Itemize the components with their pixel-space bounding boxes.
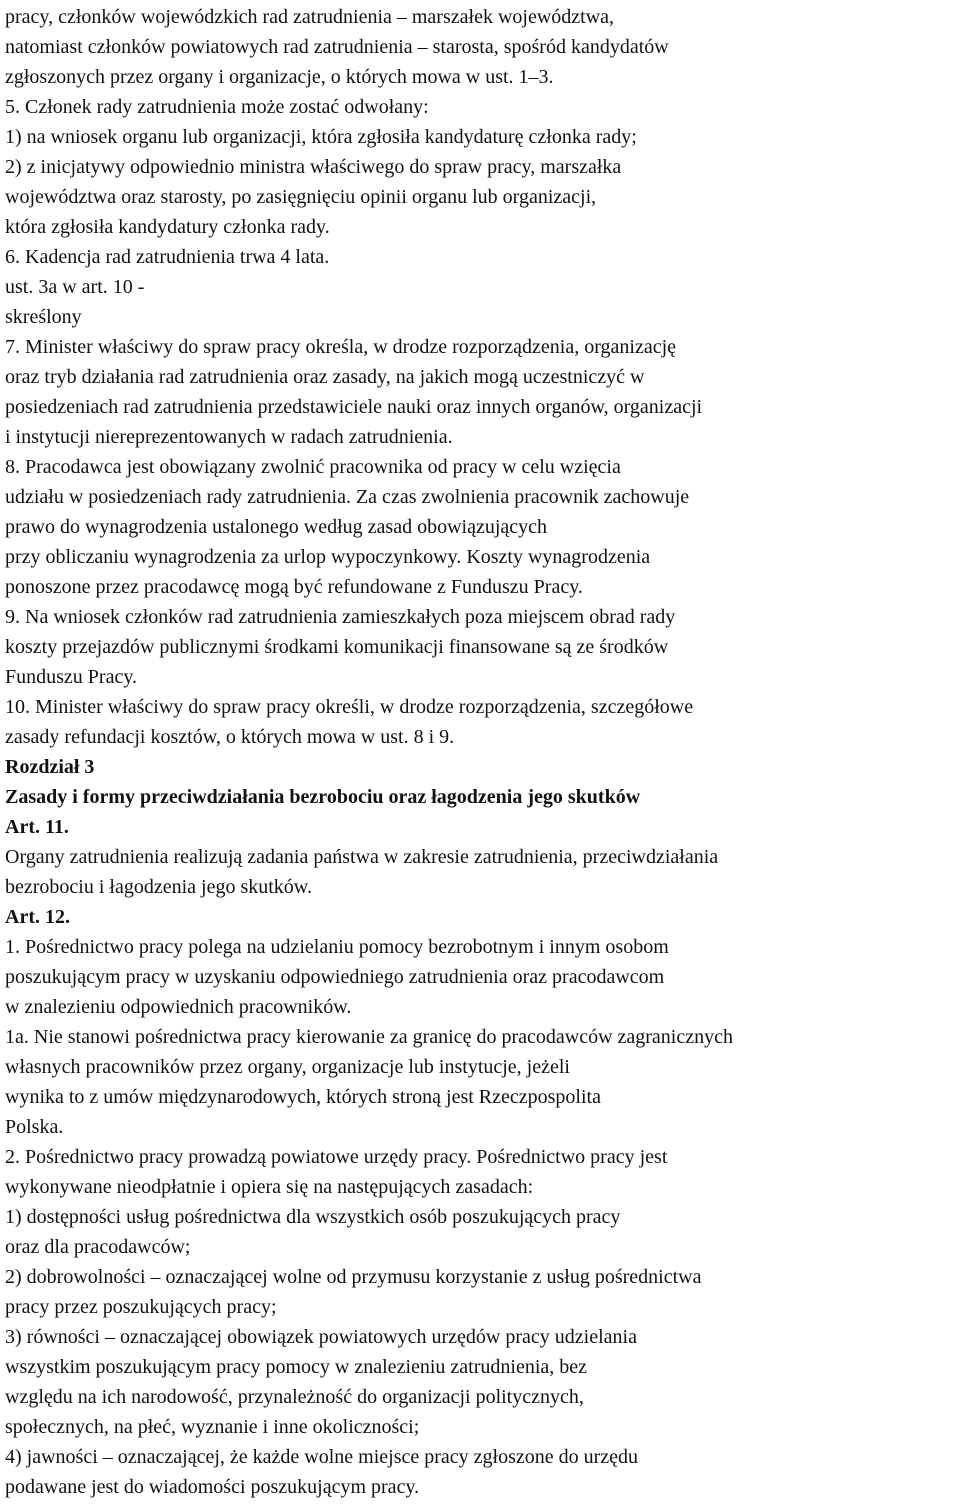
heading-line: Rozdział 3 [5, 756, 95, 778]
text-line: 4) jawności – oznaczającej, że każde wolne miejsce pracy zgłoszone do urzędu [5, 1446, 639, 1468]
text-line: bezrobociu i łagodzenia jego skutków. [5, 876, 312, 898]
text-line: Organy zatrudnienia realizują zadania państwa w zakresie zatrudnienia, przeciwdziałania [5, 846, 719, 868]
text-line: wynika to z umów międzynarodowych, których stroną jest Rzeczpospolita [5, 1086, 601, 1108]
text-line: pracy, członków wojewódzkich rad zatrudnienia – marszałek województwa, [5, 6, 615, 28]
text-line: skreślony [5, 306, 82, 328]
text-line: 3) równości – oznaczającej obowiązek powiatowych urzędów pracy udzielania [5, 1326, 637, 1348]
text-line: Polska. [5, 1116, 64, 1138]
text-line: 10. Minister właściwy do spraw pracy określi, w drodze rozporządzenia, szczegółowe [5, 696, 694, 718]
text-line: przy obliczaniu wynagrodzenia za urlop wypoczynkowy. Koszty wynagrodzenia [5, 546, 651, 568]
text-line: 8. Pracodawca jest obowiązany zwolnić pracownika od pracy w celu wzięcia [5, 456, 621, 478]
text-line: poszukującym pracy w uzyskaniu odpowiedniego zatrudnienia oraz pracodawcom [5, 966, 665, 988]
text-line: 5. Członek rady zatrudnienia może zostać odwołany: [5, 96, 429, 118]
text-line: wykonywane nieodpłatnie i opiera się na następujących zasadach: [5, 1176, 534, 1198]
text-line: względu na ich narodowość, przynależność do organizacji politycznych, [5, 1386, 584, 1408]
text-line: 2. Pośrednictwo pracy prowadzą powiatowe urzędy pracy. Pośrednictwo pracy jest [5, 1146, 668, 1168]
text-line: 2) dobrowolności – oznaczającej wolne od przymusu korzystanie z usług pośrednictwa [5, 1266, 702, 1288]
text-line: 2) z inicjatywy odpowiednio ministra właściwego do spraw pracy, marszałka [5, 156, 622, 178]
text-line: 1) na wniosek organu lub organizacji, która zgłosiła kandydaturę członka rady; [5, 126, 637, 148]
text-line: wszystkim poszukującym pracy pomocy w znalezieniu zatrudnienia, bez [5, 1356, 588, 1378]
text-line: oraz tryb działania rad zatrudnienia oraz zasady, na jakich mogą uczestniczyć w [5, 366, 645, 388]
text-line: 1. Pośrednictwo pracy polega na udzielaniu pomocy bezrobotnym i innym osobom [5, 936, 669, 958]
document-page [5, 2, 957, 1502]
text-line: zasady refundacji kosztów, o których mowa w ust. 8 i 9. [5, 726, 455, 748]
text-line: 1a. Nie stanowi pośrednictwa pracy kierowanie za granicę do pracodawców zagranicznych [5, 1026, 733, 1048]
text-line: prawo do wynagrodzenia ustalonego według zasad obowiązujących [5, 516, 548, 538]
text-line: oraz dla pracodawców; [5, 1236, 191, 1258]
heading-line: Art. 12. [5, 906, 70, 928]
text-line: podawane jest do wiadomości poszukującym pracy. [5, 1476, 420, 1498]
text-line: udziału w posiedzeniach rady zatrudnienia. Za czas zwolnienia pracownik zachowuje [5, 486, 690, 508]
text-line: pracy przez poszukujących pracy; [5, 1296, 277, 1318]
text-line: 7. Minister właściwy do spraw pracy określa, w drodze rozporządzenia, organizację [5, 336, 677, 358]
text-line: własnych pracowników przez organy, organizacje lub instytucje, jeżeli [5, 1056, 570, 1078]
text-line: województwa oraz starosty, po zasięgnięciu opinii organu lub organizacji, [5, 186, 597, 208]
text-line: koszty przejazdów publicznymi środkami komunikacji finansowane są ze środków [5, 636, 669, 658]
text-line: ust. 3a w art. 10 - [5, 276, 145, 298]
text-line: ponoszone przez pracodawcę mogą być refundowane z Funduszu Pracy. [5, 576, 583, 598]
text-line: w znalezieniu odpowiednich pracowników. [5, 996, 352, 1018]
text-line: i instytucji niereprezentowanych w radach zatrudnienia. [5, 426, 453, 448]
text-line: społecznych, na płeć, wyznanie i inne okoliczności; [5, 1416, 420, 1438]
text-line: Funduszu Pracy. [5, 666, 138, 688]
heading-line: Zasady i formy przeciwdziałania bezrobociu oraz łagodzenia jego skutków [5, 786, 641, 808]
text-line: posiedzeniach rad zatrudnienia przedstawiciele nauki oraz innych organów, organizacji [5, 396, 703, 418]
text-line: natomiast członków powiatowych rad zatrudnienia – starosta, spośród kandydatów [5, 36, 669, 58]
text-line: 1) dostępności usług pośrednictwa dla wszystkich osób poszukujących pracy [5, 1206, 621, 1228]
text-line: zgłoszonych przez organy i organizacje, o których mowa w ust. 1–3. [5, 66, 554, 88]
text-line: 9. Na wniosek członków rad zatrudnienia zamieszkałych poza miejscem obrad rady [5, 606, 676, 628]
text-line: która zgłosiła kandydatury członka rady. [5, 216, 330, 238]
text-line: 6. Kadencja rad zatrudnienia trwa 4 lata. [5, 246, 330, 268]
heading-line: Art. 11. [5, 816, 69, 838]
